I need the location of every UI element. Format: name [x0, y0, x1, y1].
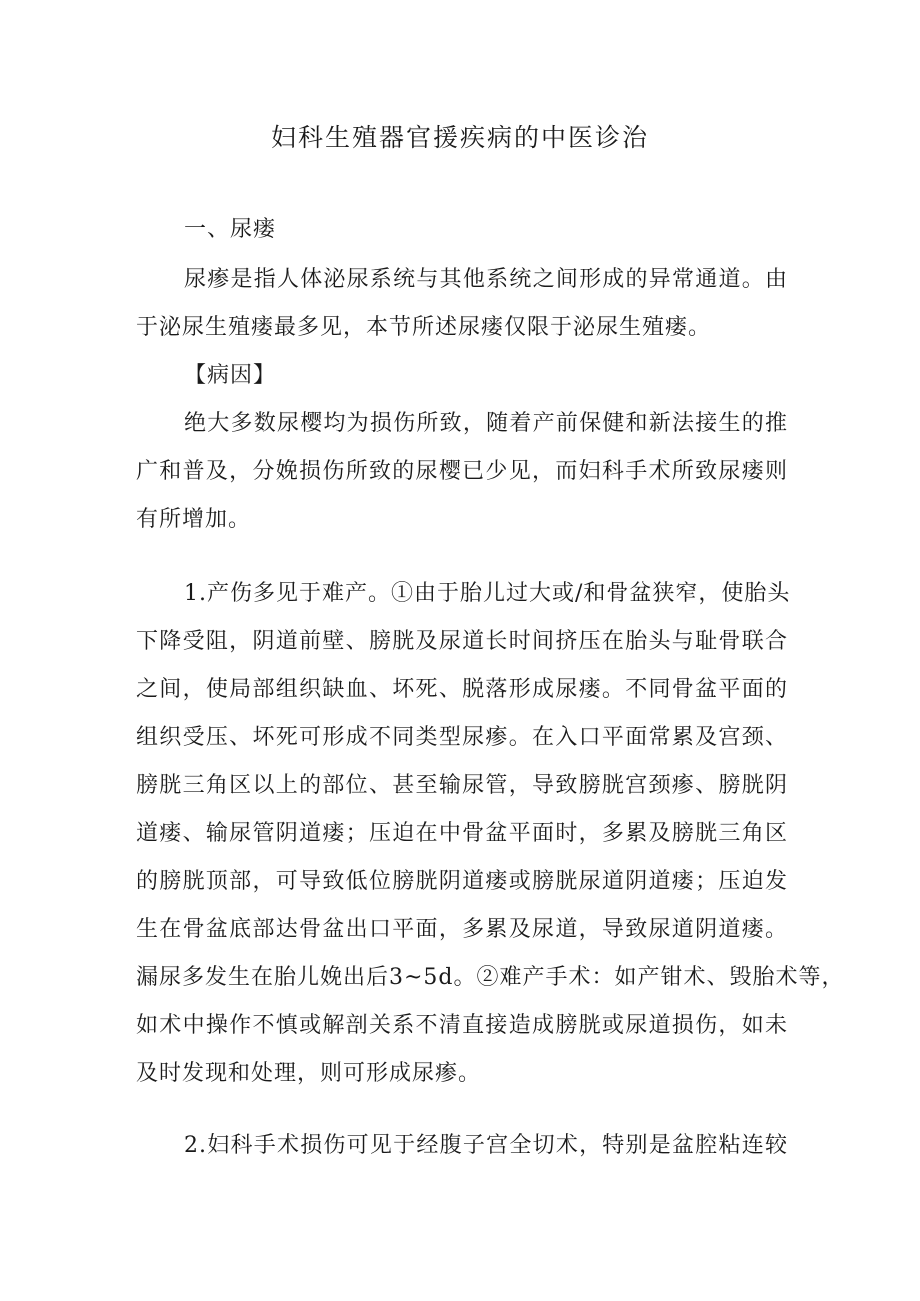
item1-line-1: 1.产伤多见于难产。①由于胎儿过大或/和骨盆狭窄，使胎头 — [184, 581, 791, 606]
item1-line-8: 生在骨盆底部达骨盆出口平面，多累及尿道，导致尿道阴道瘘。 — [136, 917, 788, 942]
document-title: 妇科生殖器官援疾病的中医诊治 — [270, 123, 649, 152]
item1-line-3: 之间，使局部组织缺血、坏死、脱落形成尿瘘。不同骨盆平面的 — [136, 677, 788, 702]
item1-line-4: 组织受压、坏死可形成不同类型尿瘆。在入口平面常累及宫颈、 — [136, 725, 788, 750]
etiology-line-1: 绝大多数尿樱均为损伤所致，随着产前保健和新法接生的推 — [184, 411, 788, 436]
etiology-heading: 【病因】 — [184, 363, 277, 388]
etiology-line-3: 有所增加。 — [136, 507, 252, 532]
intro-line-2: 于泌尿生殖瘘最多见，本节所述尿瘘仅限于泌尿生殖瘘。 — [136, 315, 712, 340]
etiology-line-2: 广和普及，分娩损伤所致的尿樱已少见，而妇科手术所致尿瘘则 — [136, 459, 788, 484]
item2-line-1: 2.妇科手术损伤可见于经腹子宫全切术，特别是盆腔粘连较 — [184, 1133, 788, 1158]
item1-line-11: 及时发现和处理，则可形成尿瘆。 — [136, 1061, 482, 1086]
item1-line-7: 的膀胱顶部，可导致低位膀胱阴道瘘或膀胱尿道阴道瘘；压迫发 — [136, 869, 788, 894]
item1-line-2: 下降受阻，阴道前壁、膀胱及尿道长时间挤压在胎头与耻骨联合 — [136, 629, 788, 654]
section-heading-urinary-fistula: 一、尿瘘 — [184, 217, 277, 242]
item1-line-6: 道瘘、输尿管阴道瘘；压迫在中骨盆平面时，多累及膀胱三角区 — [136, 821, 788, 846]
intro-line-1: 尿瘆是指人体泌尿系统与其他系统之间形成的异常通道。由 — [184, 267, 788, 292]
item1-line-5: 膀胱三角区以上的部位、甚至输尿管，导致膀胱宫颈瘆、膀胱阴 — [136, 773, 788, 798]
item1-line-10: 如术中操作不慎或解剖关系不清直接造成膀胱或尿道损伤，如未 — [136, 1013, 788, 1038]
item1-line-9: 漏尿多发生在胎儿娩出后3~5d。②难产手术：如产钳术、毁胎术等， — [136, 965, 845, 990]
